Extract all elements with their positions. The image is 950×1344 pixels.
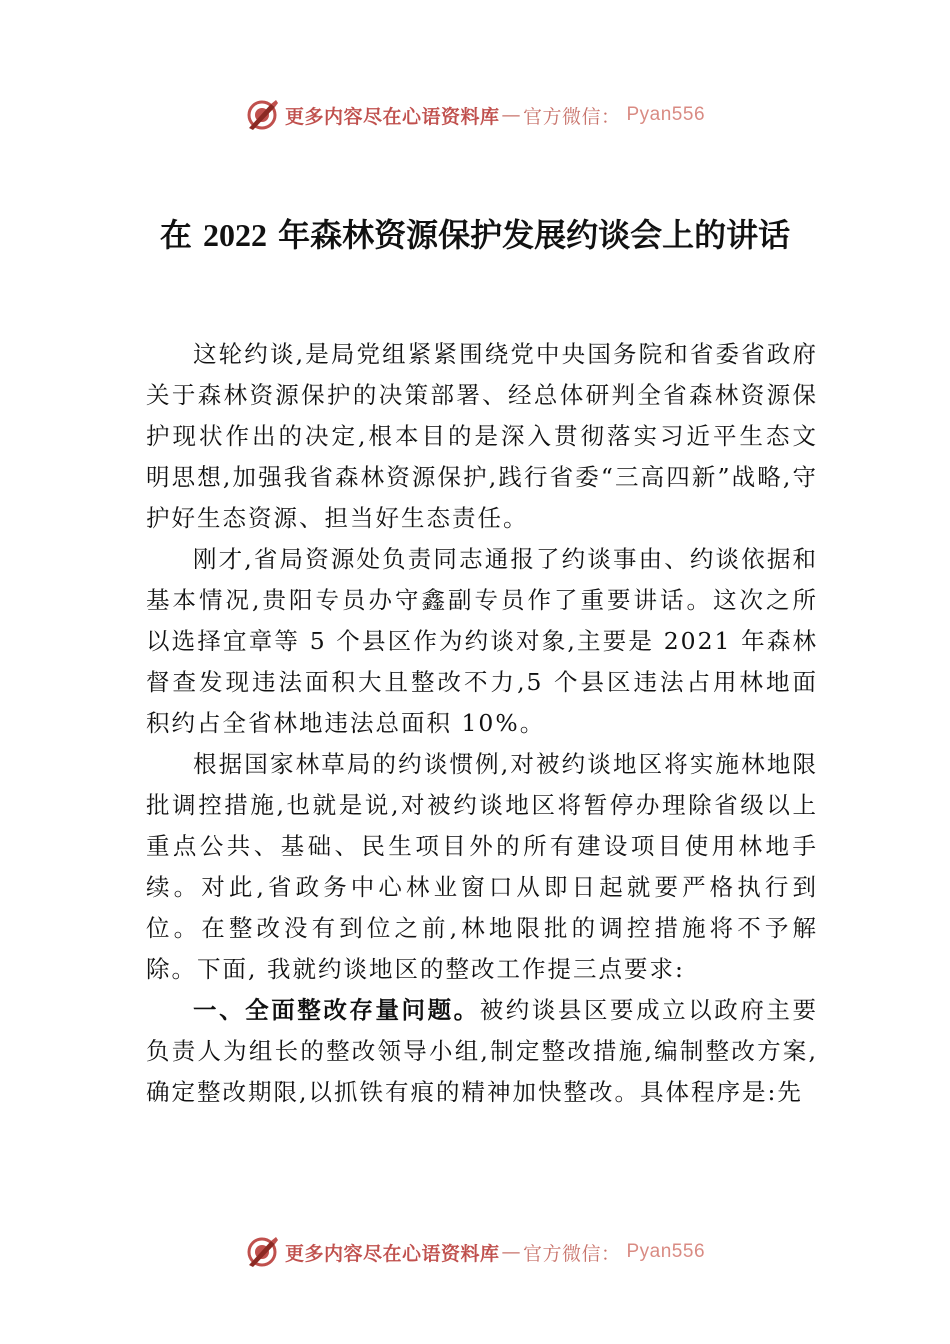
section-one-lead: 一、全面整改存量问题。 (193, 996, 480, 1024)
document-body (146, 334, 818, 1113)
footer-banner (0, 1232, 950, 1272)
banner-wechat-label: 官方微信： (522, 105, 621, 128)
banner-brand: 更多内容尽在心语资料库 (284, 105, 500, 128)
title-rest: 年森林资源保护发展约谈会上的讲话 (278, 216, 791, 254)
section-one-text: 被约谈县区要成立以政府主要负责人为组长的整改领导小组,制定整改措施,编制整改方案,确定整改期限,以抓铁有痕的精神加快整改。具体程序是:先 (146, 996, 819, 1106)
footer-wechat-label: 官方微信： (522, 1242, 621, 1265)
title-year: 2022 (203, 217, 267, 253)
document-title (140, 208, 810, 262)
footer-separator: — (501, 1241, 521, 1263)
paragraph: 根据国家林草局的约谈惯例,对被约谈地区将实施林地限批调控措施,也就是说,对被约谈地区将暂停办理除省级以上重点公共、基础、民生项目外的所有建设项目使用林地手续。对此,省政务中心林业窗口从即日起就要严格执行到位。在整改没有到位之前,林地限批的调控措施将不予解除。下面, 我就约谈地区的整改工作提三点要求: (146, 750, 818, 983)
footer-brand: 更多内容尽在心语资料库 (284, 1242, 500, 1265)
pen-logo-icon (245, 1235, 279, 1269)
header-banner (0, 95, 950, 135)
banner-wechat-id: Pyan556 (626, 104, 706, 125)
banner-separator: — (501, 104, 521, 126)
section-one-paragraph (146, 990, 818, 1113)
footer-wechat-id: Pyan556 (626, 1241, 706, 1262)
paragraph: 这轮约谈,是局党组紧紧围绕党中央国务院和省委省政府关于森林资源保护的决策部署、经总体研判全省森林资源保护现状作出的决定,根本目的是深入贯彻落实习近平生态文明思想,加强我省森林资源保护,践行省委“三高四新”战略,守护好生态资源、担当好生态责任。 (146, 340, 818, 532)
title-prefix: 在 (159, 216, 192, 254)
pen-logo-icon (245, 98, 279, 132)
paragraph: 刚才,省局资源处负责同志通报了约谈事由、约谈依据和基本情况,贵阳专员办守鑫副专员作了重要讲话。这次之所以选择宜章等 5 个县区作为约谈对象,主要是 2021 年森林督查发现违法面积大且整改不力,5 个县区违法占用林地面积约占全省林地违法总面积 10%。 (146, 545, 818, 737)
